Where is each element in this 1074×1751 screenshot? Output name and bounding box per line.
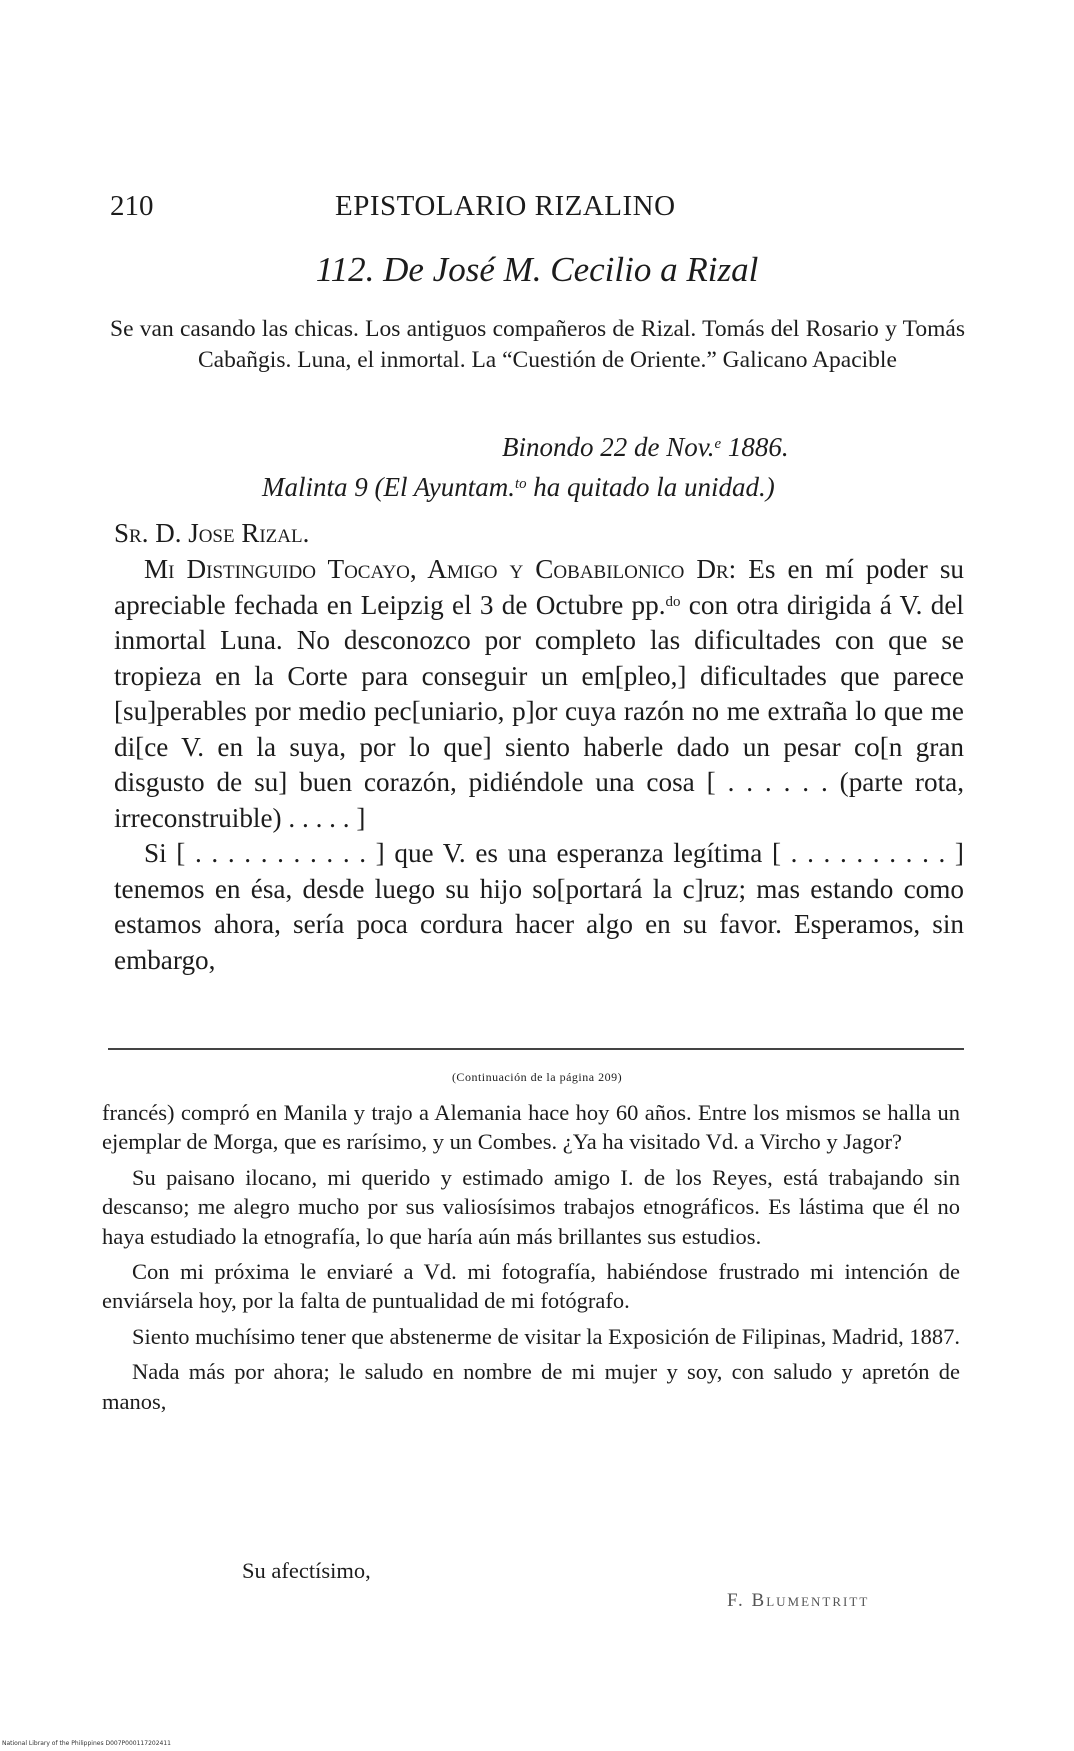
footnote-divider <box>108 1048 964 1050</box>
address-superscript: to <box>514 475 527 492</box>
address-line <box>262 472 775 503</box>
running-head: EPISTOLARIO RIZALINO <box>335 190 676 222</box>
salutation: Mi Distinguido Tocayo, Amigo y Cobabilonico Dr <box>144 554 729 584</box>
closing: Su afectísimo, <box>242 1558 371 1583</box>
place-date-year: 1886. <box>721 432 789 462</box>
footnote-paragraph-3: Con mi próxima le enviaré a Vd. mi fotografía, habiéndose frustrado mi intención de enviársela hoy, por la falta de puntualidad de mi fotógrafo. <box>102 1259 960 1314</box>
address-text: Malinta 9 (El Ayuntam. <box>262 472 515 502</box>
letter-body <box>114 552 964 978</box>
body-superscript: do <box>665 593 681 610</box>
letter-summary: Se van casando las chicas. Los antiguos compañeros de Rizal. Tomás del Rosario y Tomás Cabañgis. Luna, el inmortal. La “Cuestión de Oriente.” Galicano Apacible <box>110 316 965 373</box>
place-date-superscript: e <box>714 435 722 452</box>
addressee: Sr. D. Jose Rizal. <box>114 518 310 548</box>
place-date <box>502 432 789 463</box>
letter-title: 112. De José M. Cecilio a Rizal <box>315 250 759 289</box>
address-note: ha quitado la unidad.) <box>526 472 775 502</box>
library-credit: National Library of the Philippines D007P000117202411 <box>2 1740 171 1747</box>
continuation-note: (Continuación de la página 209) <box>451 1070 623 1084</box>
footnote-paragraph-1: francés) compró en Manila y trajo a Alemania hace hoy 60 años. Entre los mismos se halla un ejemplar de Morga, que es rarísimo, y un Combes. ¿Ya ha visitado Vd. a Vircho y Jagor? <box>102 1100 960 1155</box>
place-date-text: Binondo 22 de Nov. <box>502 432 715 462</box>
page-number: 210 <box>110 190 154 222</box>
body-paragraph-2: Si [ . . . . . . . . . . . ] que V. es una esperanza legítima [ . . . . . . . . . . ] tenemos en ésa, desde luego su hijo so[portará la c]ruz; mas estando como estamos ahora, sería poca cordura hacer algo en su favor. Esperamos, sin embargo, <box>114 838 964 975</box>
footnote-paragraph-4: Siento muchísimo tener que abstenerme de visitar la Exposición de Filipinas, Madrid, 1887. <box>132 1323 960 1349</box>
signature: F. Blumentritt <box>727 1590 870 1611</box>
body-paragraph-1 <box>114 552 964 836</box>
footnote-text <box>102 1098 960 1422</box>
footnote-paragraph-2: Su paisano ilocano, mi querido y estimado amigo I. de los Reyes, está trabajando sin descanso; me alegro mucho por sus valiosísimos trabajos etnográficos. Es lástima que él no haya estudiado la etnografía, lo que haría aún más brillantes sus estudios. <box>102 1164 960 1249</box>
footnote-paragraph-5: Nada más por ahora; le saludo en nombre de mi mujer y soy, con saludo y apretón de manos, <box>102 1359 960 1414</box>
body-paragraph-1-text: : Es en mí poder su apreciable fechada en Leipzig el 3 de Octubre pp. <box>114 554 964 620</box>
body-paragraph-1-text-cont: con otra dirigida á V. del inmortal Luna. No desconozco por completo las dificultades con que se tropieza en la Corte para conseguir un em[pleo,] dificultades que parece [su]perables por medio pec[uniario, p]or cuya razón no me extraña lo que me di[ce V. en la suya, por lo que] siento haberle dado un pesar co[n gran disgusto de su] buen corazón, pidiéndole una cosa [ . . . . . . (parte rota, irreconstruible) . . . . . ] <box>114 589 964 833</box>
